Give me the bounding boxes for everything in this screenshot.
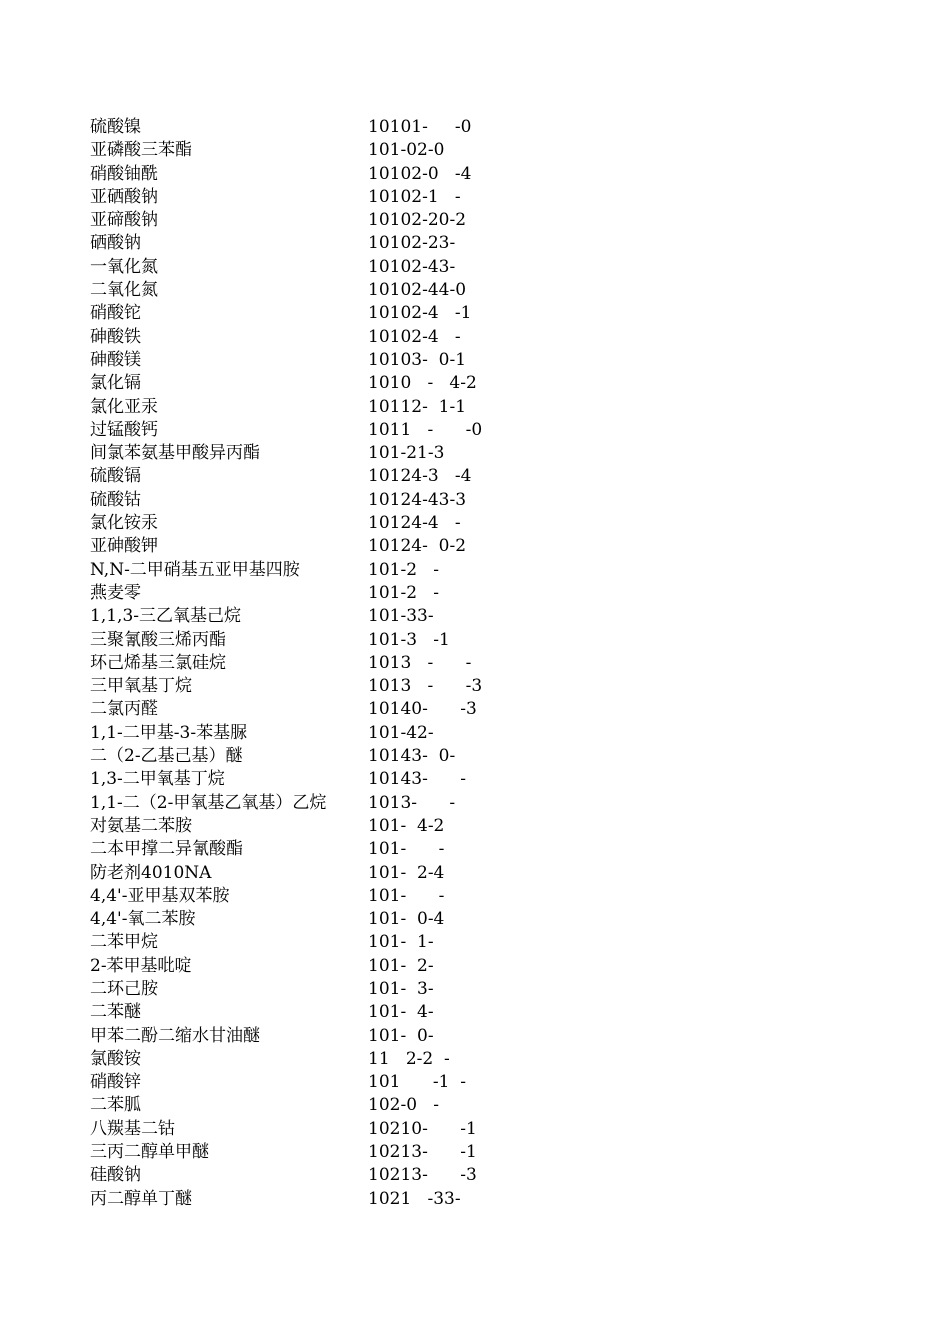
cas-number: 101- - [368,839,445,860]
cas-number: 10102-0 -4 [368,163,472,184]
table-row [90,885,482,908]
chemical-name: 亚碲酸钠 [90,210,158,231]
chemical-name: 过锰酸钙 [90,419,158,440]
cas-number: 101- 3- [368,978,434,999]
chemical-name: 丙二醇单丁醚 [90,1188,192,1209]
chemical-name: 二环己胺 [90,978,158,999]
table-row [90,256,482,279]
cas-number: 101- 4- [368,1002,434,1023]
table-row [90,512,482,535]
chemical-name: 亚砷酸钾 [90,536,158,557]
table-row [90,955,482,978]
table-row [90,372,482,395]
chemical-name: 1,3-二甲氧基丁烷 [90,769,225,790]
chemical-name: 4,4'-氧二苯胺 [90,909,196,930]
chemical-name: 亚硒酸钠 [90,186,158,207]
chemical-name: 二本甲撑二异氰酸酯 [90,839,243,860]
chemical-name: 氯化镉 [90,373,141,394]
chemical-name: 亚磷酸三苯酯 [90,140,192,161]
table-row [90,349,482,372]
chemical-name: 二氯丙醛 [90,699,158,720]
chemical-name: 二苯甲烷 [90,932,158,953]
chemical-name: 环己烯基三氯硅烷 [90,652,226,673]
table-row [90,908,482,931]
cas-number: 10213- -3 [368,1165,477,1186]
table-row [90,838,482,861]
chemical-name: 二苯醚 [90,1002,141,1023]
table-row [90,862,482,885]
table-row [90,559,482,582]
chemical-name: 氯酸铵 [90,1048,141,1069]
chemical-name: 一氧化氮 [90,256,158,277]
table-row [90,116,482,139]
cas-number: 10213- -1 [368,1142,477,1163]
cas-number: 10103- 0-1 [368,349,467,370]
chemical-name: 硝酸铀酰 [90,163,158,184]
cas-number: 1013- - [368,792,456,813]
table-row [90,629,482,652]
cas-number: 101-2 - [368,559,439,580]
cas-number: 101-3 -1 [368,629,450,650]
cas-number: 10143- - [368,769,466,790]
cas-number: 101- 4-2 [368,815,445,836]
chemical-name: 硅酸钠 [90,1165,141,1186]
cas-number: 10102-43- [368,256,456,277]
cas-number: 101 -1 - [368,1072,466,1093]
cas-number: 101- - [368,885,445,906]
cas-number: 10102-20-2 [368,210,467,231]
table-row [90,1141,482,1164]
table-row [90,978,482,1001]
table-row [90,1094,482,1117]
chemical-name: 4,4'-亚甲基双苯胺 [90,885,230,906]
cas-number: 10112- 1-1 [368,396,467,417]
cas-number: 101-2 - [368,582,439,603]
chemical-name: 三丙二醇单甲醚 [90,1142,209,1163]
cas-number: 10210- -1 [368,1118,477,1139]
chemical-name: 1,1-二甲基-3-苯基脲 [90,722,248,743]
table-row [90,163,482,186]
table-row [90,1188,482,1211]
table-row [90,931,482,954]
cas-number: 1013 - -3 [368,676,483,697]
cas-number: 10102-1 - [368,186,461,207]
cas-number: 1013 - - [368,652,472,673]
cas-number: 10102-4 -1 [368,303,472,324]
chemical-name: N,N-二甲硝基五亚甲基四胺 [90,559,300,580]
cas-number: 102-0 - [368,1095,439,1116]
cas-number: 1021 -33- [368,1188,461,1209]
table-row [90,209,482,232]
chemical-name: 硫酸镍 [90,117,141,137]
table-row [90,698,482,721]
table-row [90,1118,482,1141]
cas-number: 101-02-0 [368,140,445,161]
chemical-name: 砷酸铁 [90,326,141,347]
table-row [90,792,482,815]
cas-number: 101-42- [368,722,434,743]
table-row [90,815,482,838]
cas-number: 101- 2- [368,955,434,976]
chemical-name: 氯化亚汞 [90,396,158,417]
table-row [90,722,482,745]
cas-number: 10101- -0 [368,117,472,137]
table-row [90,605,482,628]
table-row [90,535,482,558]
table-row [90,768,482,791]
chemical-name: 间氯苯氨基甲酸异丙酯 [90,443,260,464]
table-row [90,186,482,209]
table-row [90,1164,482,1187]
table-row [90,675,482,698]
table-row [90,419,482,442]
table-row [90,302,482,325]
table-row [90,1001,482,1024]
chemical-name: 硒酸钠 [90,233,141,254]
cas-number: 10124- 0-2 [368,536,467,557]
cas-number: 1011 - -0 [368,419,483,440]
chemical-name: 三甲氧基丁烷 [90,676,192,697]
cas-number: 101- 2-4 [368,862,445,883]
table-row [90,465,482,488]
table-row [90,279,482,302]
chemical-name: 三聚氰酸三烯丙酯 [90,629,226,650]
table-row [90,1048,482,1071]
chemical-name: 1,1-二（2-甲氧基乙氧基）乙烷 [90,792,327,813]
chemical-name: 砷酸镁 [90,349,141,370]
table-row [90,1071,482,1094]
chemical-name: 对氨基二苯胺 [90,815,192,836]
cas-number: 10102-44-0 [368,280,467,301]
chemical-name: 甲苯二酚二缩水甘油醚 [90,1025,260,1046]
cas-number: 10124-4 - [368,513,461,534]
chemical-name: 硝酸锌 [90,1072,141,1093]
cas-number: 101-33- [368,606,434,627]
cas-number: 101- 1- [368,932,434,953]
cas-number: 1010 - 4-2 [368,373,477,394]
table-row [90,1025,482,1048]
chemical-name: 硫酸钴 [90,489,141,510]
chemical-name: 氯化铵汞 [90,513,158,534]
chemical-name: 1,1,3-三乙氧基己烷 [90,606,241,627]
chemical-name: 二氧化氮 [90,280,158,301]
table-row [90,745,482,768]
chemical-name: 硝酸铊 [90,303,141,324]
table-row [90,582,482,605]
chemical-name: 二（2-乙基己基）醚 [90,746,243,767]
cas-number: 101- 0-4 [368,909,445,930]
cas-number: 10102-4 - [368,326,461,347]
cas-number: 10140- -3 [368,699,477,720]
chemical-name: 八羰基二钴 [90,1118,175,1139]
chemical-name: 防老剂4010NA [90,862,212,883]
cas-number: 10124-43-3 [368,489,467,510]
chemical-name: 燕麦零 [90,582,141,603]
table-row [90,139,482,162]
cas-number: 10102-23- [368,233,456,254]
table-row [90,232,482,255]
table-row [90,489,482,512]
table-row [90,442,482,465]
cas-number: 101- 0- [368,1025,434,1046]
table-row [90,652,482,675]
chemical-name: 2-苯甲基吡啶 [90,955,192,976]
chemical-name: 二苯胍 [90,1095,141,1116]
table-row [90,326,482,349]
chemical-name: 硫酸镉 [90,466,141,487]
chemical-cas-list [90,116,482,1211]
table-row [90,396,482,419]
cas-number: 10143- 0- [368,746,456,767]
cas-number: 10124-3 -4 [368,466,472,487]
cas-number: 11 2-2 - [368,1048,450,1069]
cas-number: 101-21-3 [368,443,445,464]
